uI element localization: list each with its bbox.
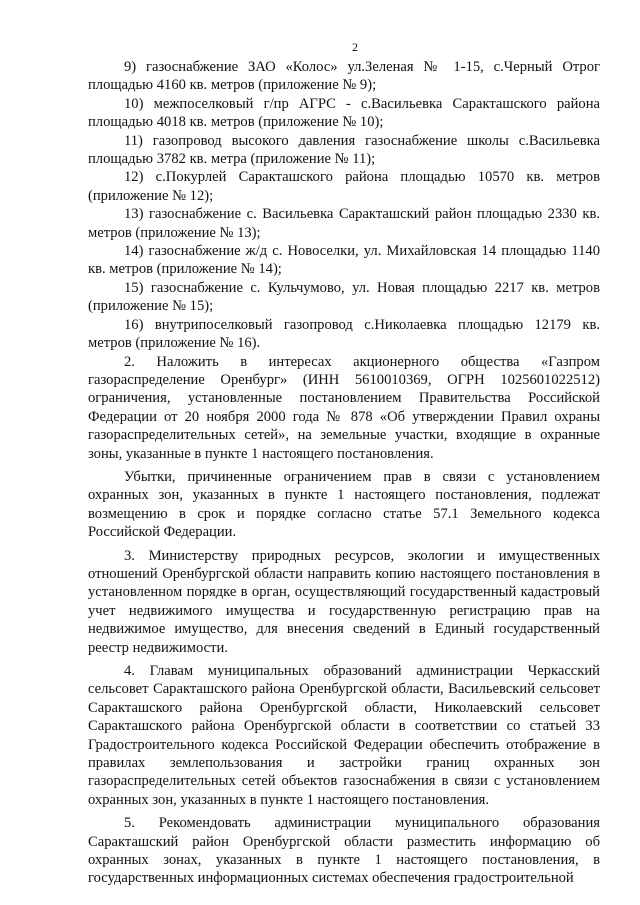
clause-4: 4. Главам муниципальных образований администрации Черкасский сельсовет Саракташского района Оренбургской области, Васильевский сельсовет Саракташского района Оренбургской области, Николаевский сельсовет Саракташского района Оренбургской области в соответствии со статьей 33 Градостроительного кодекса Российской Федерации обеспечить отображение в правилах землепользования и застройки границ охранных зон газораспределительных сетей объектов газоснабжения в связи с установлением охранных зон, указанных в пункте 1 настоящего постановления.	[88, 663, 600, 808]
clause-2: 2. Наложить в интересах акционерного общества «Газпром газораспределение Оренбург» (ИНН 5610010369, ОГРН 1025601022512) ограничения, установленные постановлением Правительства Российской Федерации от 20 ноября 2000 года № 878 «Об утверждении Правил охраны газораспределительных сетей», на земельные участки, входящие в охранные зоны, указанные в пункте 1 настоящего постановления.	[88, 353, 600, 462]
list-item-12: 12) с.Покурлей Саракташского района площадью 10570 кв. метров (приложение № 12);	[88, 169, 600, 204]
list-item-13: 13) газоснабжение с. Васильевка Саракташский район площадью 2330 кв. метров (приложение № 13);	[88, 206, 600, 241]
list-item-9: 9) газоснабжение ЗАО «Колос» ул.Зеленая № 1-15, с.Черный Отрог площадью 4160 кв. метров (приложение № 9);	[88, 59, 600, 94]
clause-2-damages: Убытки, причиненные ограничением прав в связи с установлением охранных зон, указанных в пункте 1 настоящего постановления, подлежат возмещению в срок и порядке согласно статье 57.1 Земельного кодекса Российской Федерации.	[88, 468, 600, 541]
clause-3: 3. Министерству природных ресурсов, экологии и имущественных отношений Оренбургской области направить копию настоящего постановления в установленном порядке в орган, осуществляющий государственный кадастровый учет недвижимого имущества и государственную регистрацию прав на недвижимое имущество, для внесения сведений в Единый государственный реестр недвижимости.	[88, 547, 600, 656]
list-item-16: 16) внутрипоселковый газопровод с.Николаевка площадью 12179 кв. метров (приложение № 16).	[88, 316, 600, 352]
page-number: 2	[352, 40, 358, 54]
list-item-10: 10) межпоселковый г/пр АГРС - с.Васильевка Саракташского района площадью 4018 кв. метров (приложение № 10);	[88, 95, 600, 131]
list-item-14: 14) газоснабжение ж/д с. Новоселки, ул. Михайловская 14 площадью 1140 кв. метров (приложение № 14);	[88, 243, 600, 278]
clause-5: 5. Рекомендовать администрации муниципального образования Саракташский район Оренбургской области разместить информацию об охранных зонах, указанных в пункте 1 настоящего постановления, в государственных информационных системах обеспечения градостроительной	[88, 815, 600, 887]
list-item-11: 11) газопровод высокого давления газоснабжение школы с.Васильевка площадью 3782 кв. метра (приложение № 11);	[88, 132, 600, 168]
document-body	[88, 58, 600, 888]
list-item-15: 15) газоснабжение с. Кульчумово, ул. Новая площадью 2217 кв. метров (приложение № 15);	[88, 279, 600, 315]
